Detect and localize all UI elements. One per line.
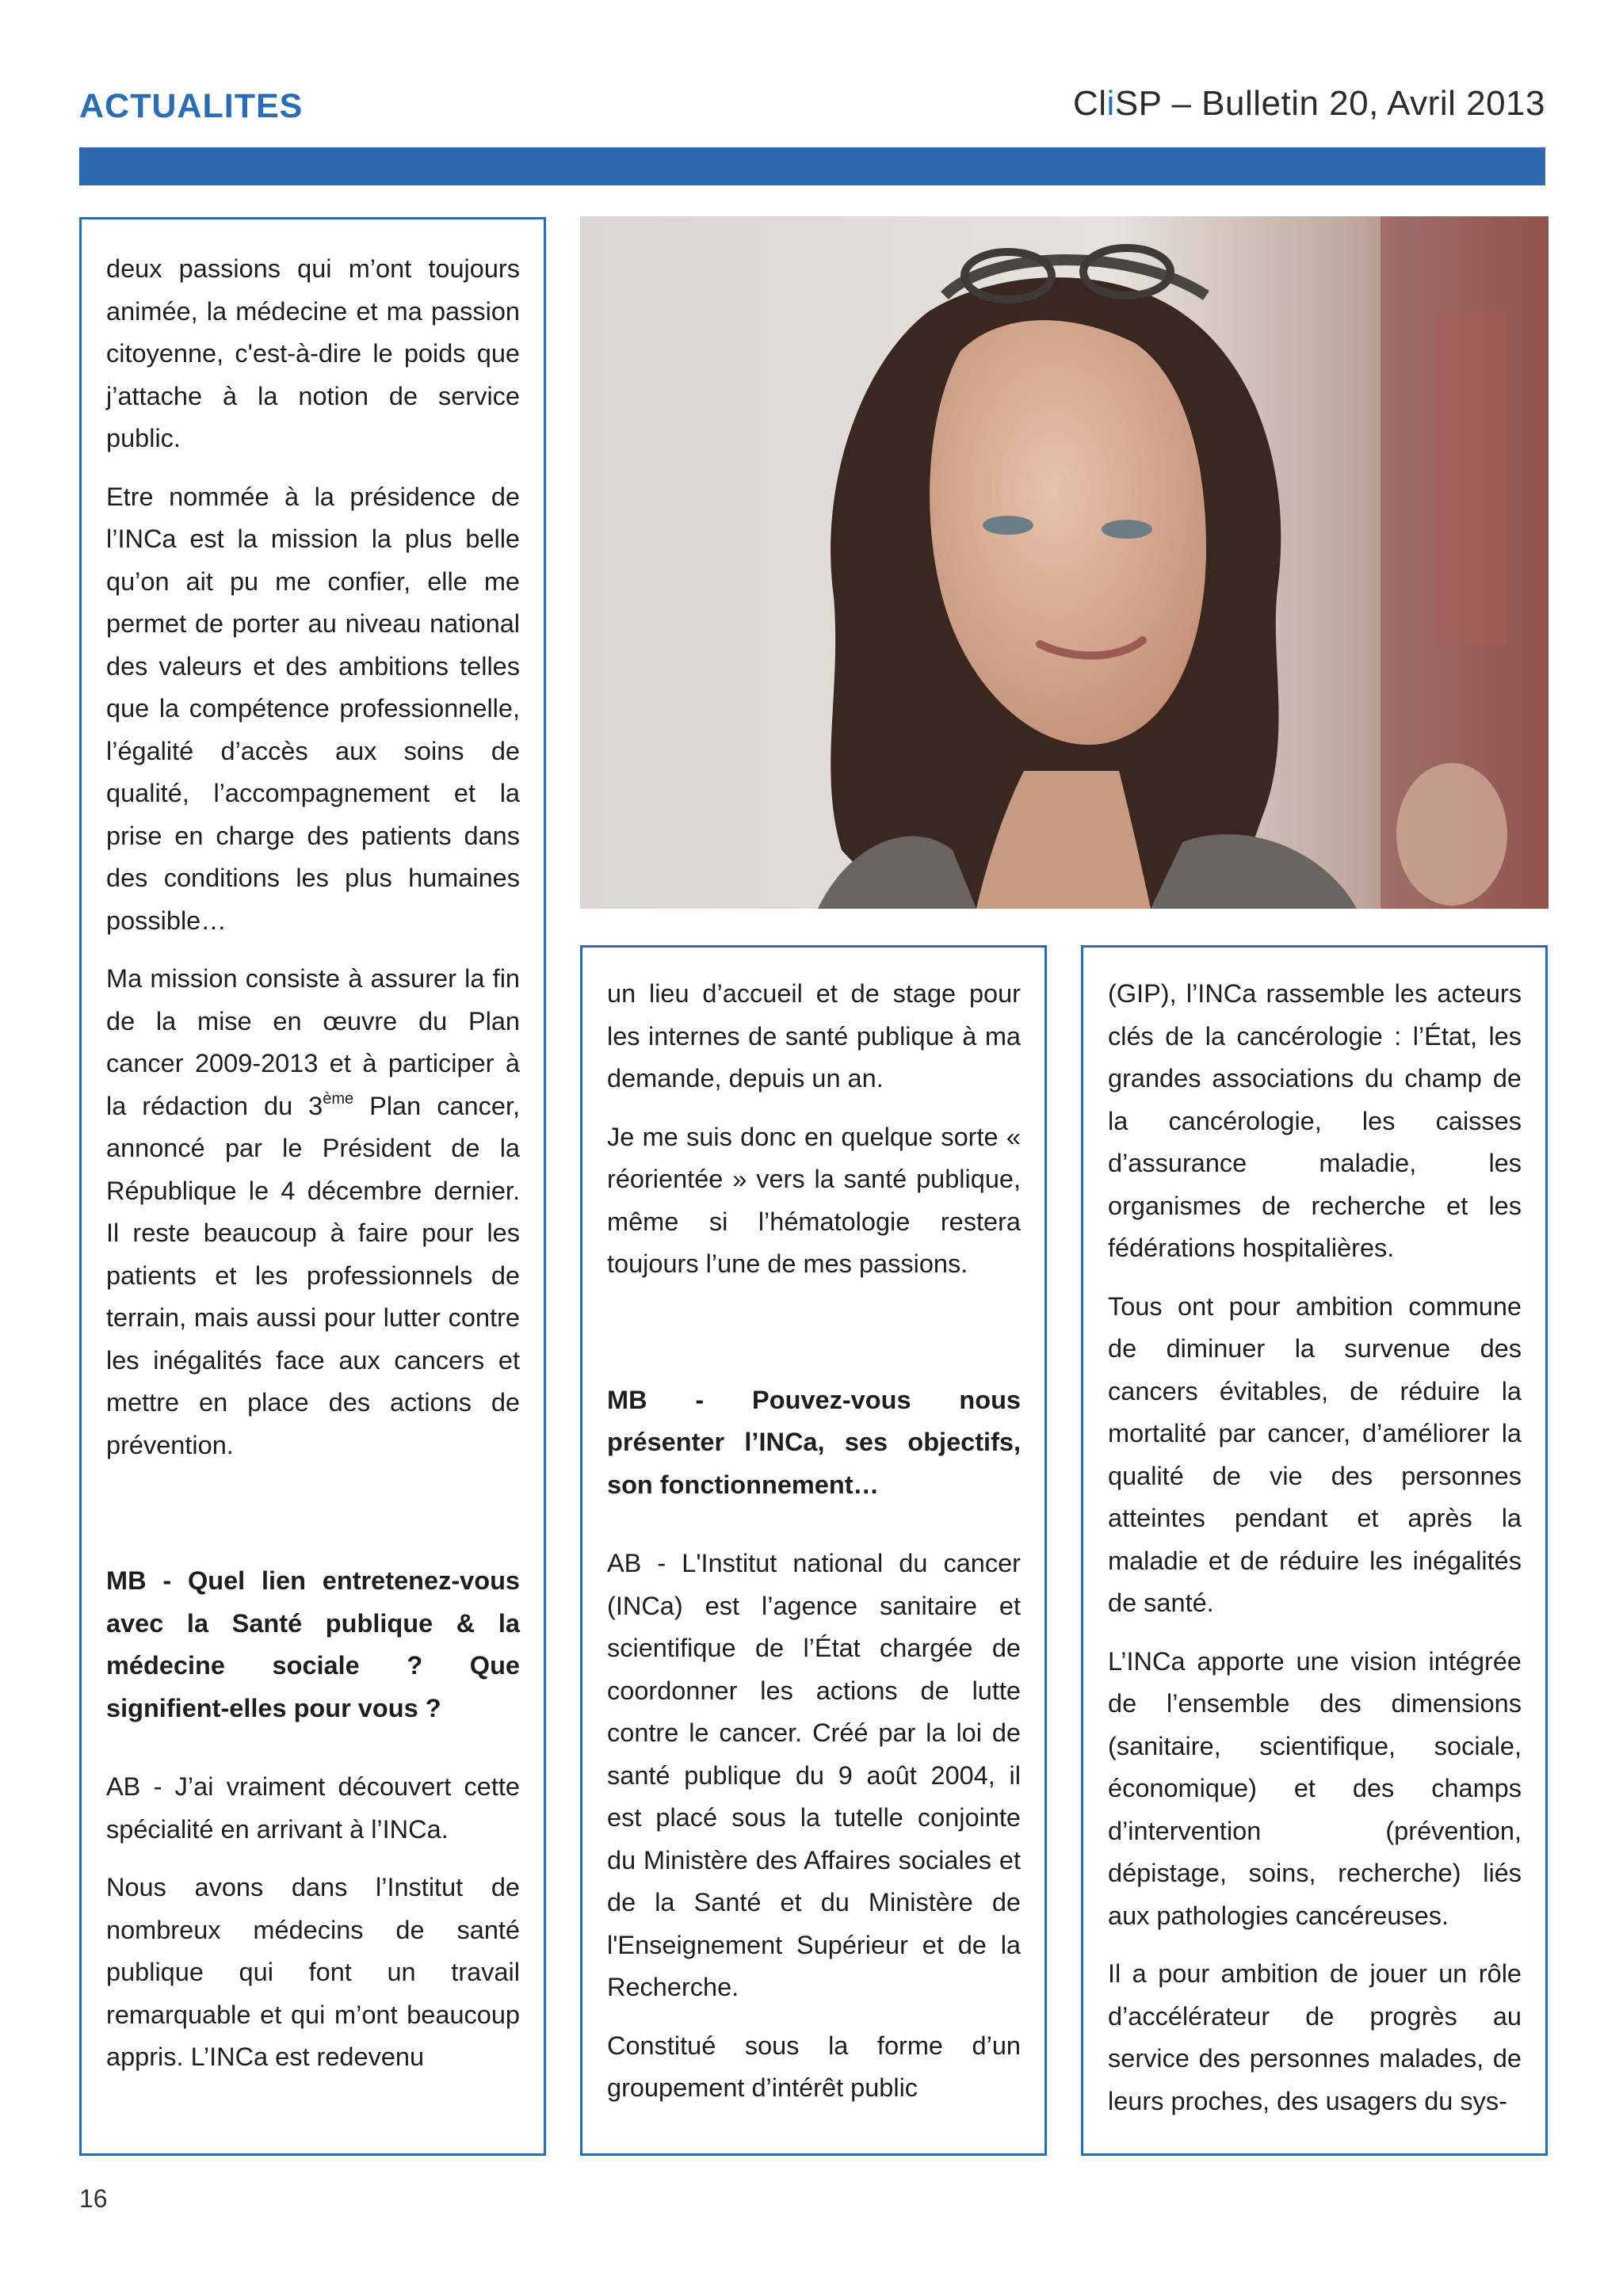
bulletin-accent-letter: i	[1106, 84, 1115, 123]
text-column-right	[1081, 945, 1548, 2156]
paragraph-text: Ma mission consiste à assurer la fin de la mise en œuvre du Plan cancer 2009-2013 et à participer à la rédaction du 3	[106, 964, 520, 1120]
paragraph: Constitué sous la forme d’un groupement d’intérêt public	[607, 2031, 1021, 2102]
paragraph: Je me suis donc en quelque sorte « réorientée » vers la santé publique, même si l’hématologie restera toujours l’une de mes passions.	[607, 1122, 1021, 1278]
paragraph: AB - L'Institut national du cancer (INCa) est l’agence sanitaire et scientifique de l’État chargée de coordonner les actions de lutte contre le cancer. Créé par la loi de santé publique du 9 août 2004, il est placé sous la tutelle conjointe du Ministère des Affaires sociales et de la Santé et du Ministère de l'Enseignement Supérieur et de la Recherche.	[607, 1549, 1021, 2001]
bulletin-title	[1073, 84, 1545, 124]
paragraph: Il a pour ambition de jouer un rôle d’accélérateur de progrès au service des personnes malades, de leurs proches, des usagers du sys-	[1108, 1959, 1522, 2115]
paragraph: L’INCa apporte une vision intégrée de l’ensemble des dimensions (sanitaire, scientifique, sociale, économique) et des champs d’intervention (prévention, dépistage, soins, recherche) liés aux pathologies cancéreuses.	[1108, 1646, 1522, 1930]
text-column-left	[79, 217, 546, 2156]
bulletin-prefix: Cl	[1072, 84, 1107, 123]
interview-question: MB - Pouvez-vous nous présenter l’INCa, ses objectifs, son fonctionnement…	[607, 1385, 1021, 1499]
paragraph: (GIP), l’INCa rassemble les acteurs clés de la cancérologie : l’État, les grandes associations du champ de la cancérologie, les caisses d’assurance maladie, les organismes de recherche et les fédérations hospitalières.	[1108, 979, 1522, 1262]
paragraph: deux passions qui m’ont toujours animée, la médecine et ma passion citoyenne, c'est-à-dire le poids que j’attache à la notion de service public.	[106, 254, 520, 452]
paragraph: AB - J’ai vraiment découvert cette spécialité en arrivant à l’INCa.	[106, 1772, 520, 1844]
section-title: ACTUALITES	[79, 87, 304, 125]
paragraph: un lieu d’accueil et de stage pour les internes de santé publique à ma demande, depuis un an.	[607, 979, 1021, 1093]
paragraph: Etre nommée à la présidence de l’INCa est la mission la plus belle qu’on ait pu me confier, elle me permet de porter au niveau national des valeurs et des ambitions telles que la compétence professionnelle, l’égalité d’accès aux soins de qualité, l’accompagnement et la prise en charge des patients dans des conditions les plus humaines possible…	[106, 482, 520, 935]
interview-question: MB - Quel lien entretenez-vous avec la Santé publique & la médecine sociale ? Que signifient-elles pour vous ?	[106, 1566, 520, 1722]
page-number: 16	[79, 2184, 108, 2213]
text-column-middle	[580, 945, 1047, 2156]
paragraph	[106, 958, 520, 1466]
header-bar	[79, 147, 1545, 185]
portrait-photo	[580, 216, 1549, 909]
superscript: ème	[323, 1089, 354, 1108]
paragraph: Tous ont pour ambition commune de diminuer la survenue des cancers évitables, de réduire la mortalité par cancer, d’améliorer la qualité de vie des personnes atteintes pendant et après la maladie et de réduire les inégalités de santé.	[1108, 1291, 1522, 1617]
bulletin-suffix: SP – Bulletin 20, Avril 2013	[1114, 84, 1545, 123]
paragraph-text: Plan cancer, annoncé par le Président de la République le 4 décembre dernier. Il reste beaucoup à faire pour les patients et les professionnels de terrain, mais aussi pour lutter contre les inégalités face aux cancers et mettre en place des actions de prévention.	[106, 1091, 521, 1459]
paragraph: Nous avons dans l’Institut de nombreux médecins de santé publique qui font un travail remarquable et qui m’ont beaucoup appris. L’INCa est redevenu	[106, 1873, 520, 2071]
